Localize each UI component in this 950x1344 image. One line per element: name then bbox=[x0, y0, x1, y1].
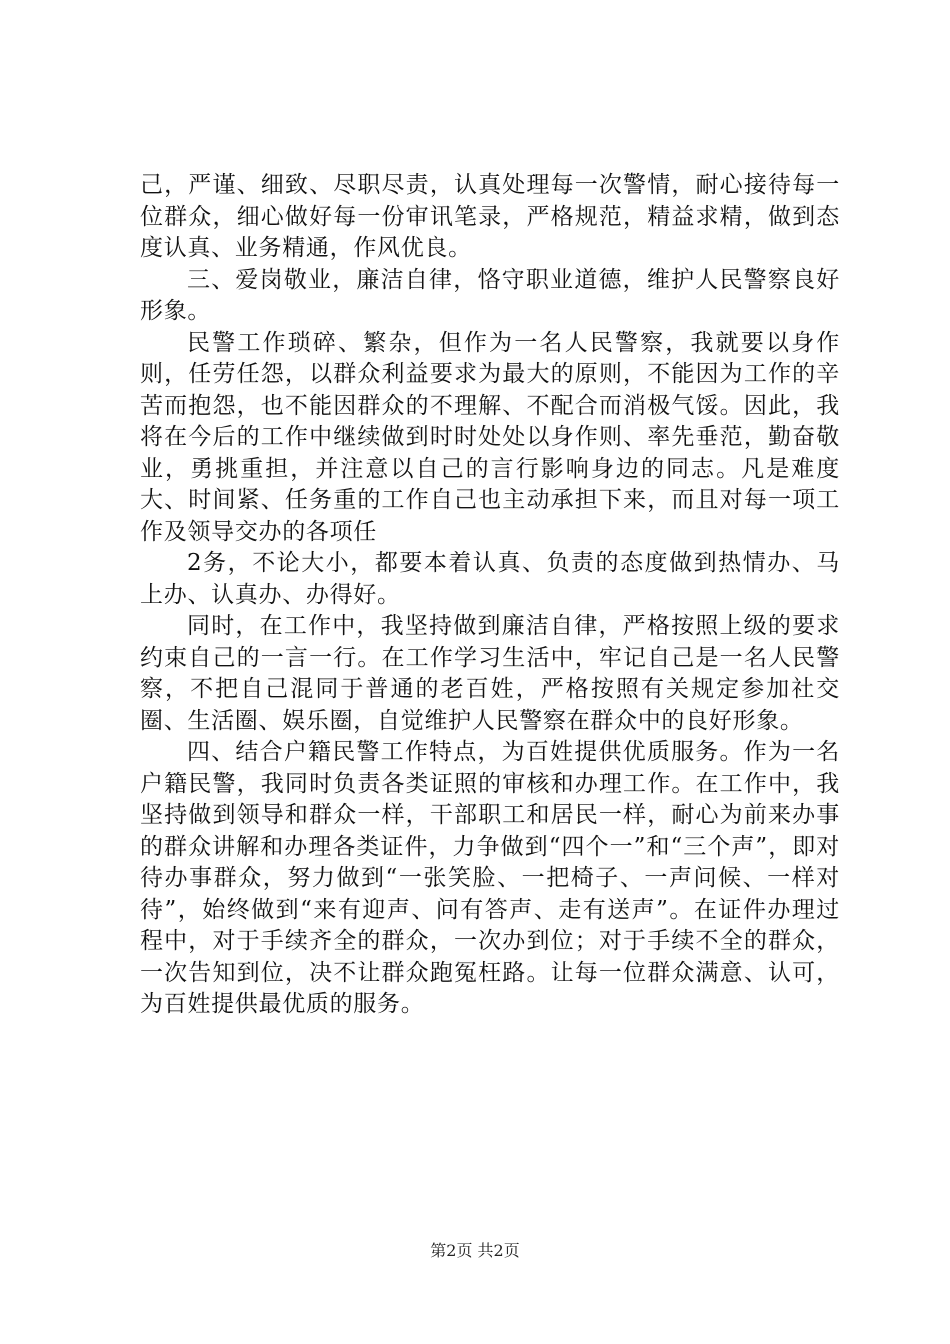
paragraph-5: 同时，在工作中，我坚持做到廉洁自律，严格按照上级的要求约束自己的一言一行。在工作学习生活中，牢记自己是一名人民警察，不把自己混同于普通的老百姓，严格按照有关规定参加社交圈、生活圈、娱乐圈，自觉维护人民警察在群众中的良好形象。 bbox=[140, 613, 840, 734]
paragraph-4: 2务，不论大小，都要本着认真、负责的态度做到热情办、马上办、认真办、办得好。 bbox=[140, 550, 840, 608]
paragraph-1: 己，严谨、细致、尽职尽责，认真处理每一次警情，耐心接待每一位群众，细心做好每一份审讯笔录，严格规范，精益求精，做到态度认真、业务精通，作风优良。 bbox=[140, 172, 840, 261]
document-body bbox=[140, 170, 840, 1021]
page-footer: 第2页 共2页 bbox=[430, 1241, 520, 1260]
paragraph-2: 三、爱岗敬业，廉洁自律，恪守职业道德，维护人民警察良好形象。 bbox=[140, 266, 840, 324]
paragraph-3: 民警工作琐碎、繁杂，但作为一名人民警察，我就要以身作则，任劳任怨，以群众利益要求为最大的原则，不能因为工作的辛苦而抱怨，也不能因群众的不理解、不配合而消极气馁。因此，我将在今后的工作中继续做到时时处处以身作则、率先垂范，勤奋敬业，勇挑重担，并注意以自己的言行影响身边的同志。凡是难度大、时间紧、任务重的工作自己也主动承担下来，而且对每一项工作及领导交办的各项任 bbox=[140, 329, 840, 545]
paragraph-6: 四、结合户籍民警工作特点，为百姓提供优质服务。作为一名户籍民警，我同时负责各类证照的审核和办理工作。在工作中，我坚持做到领导和群众一样，干部职工和居民一样，耐心为前来办事的群众讲解和办理各类证件，力争做到“四个一”和“三个声”，即对待办事群众，努力做到“一张笑脸、一把椅子、一声问候、一样对待”，始终做到“来有迎声、问有答声、走有送声”。在证件办理过程中，对于手续齐全的群众，一次办到位；对于手续不全的群众，一次告知到位，决不让群众跑冤枉路。让每一位群众满意、认可，为百姓提供最优质的服务。 bbox=[140, 739, 840, 1017]
